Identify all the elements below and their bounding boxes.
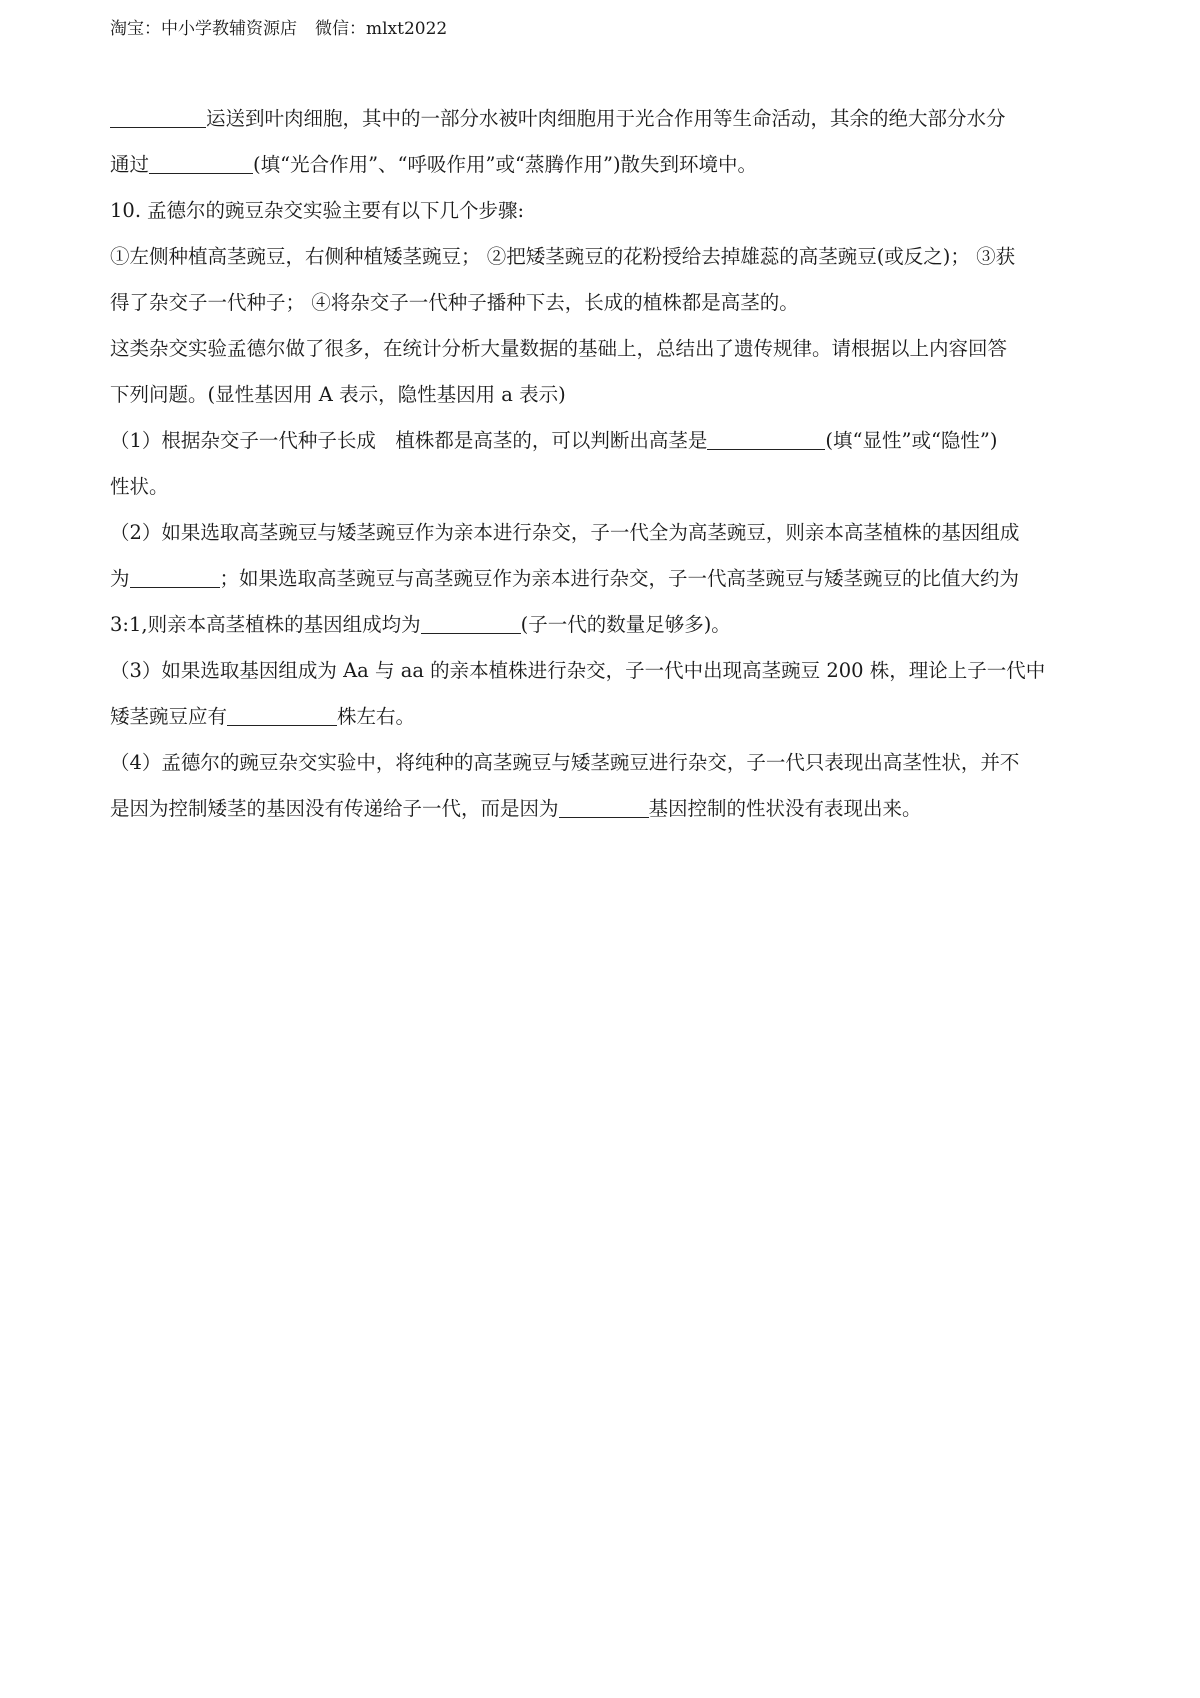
text-segment: （2）如果选取高茎豌豆与矮茎豌豆作为亲本进行杂交，子一代全为高茎豌豆，则亲本高茎植株的基因组成 xyxy=(110,521,1020,544)
text-segment: 通过 xyxy=(110,153,150,176)
answer-blank[interactable] xyxy=(149,153,253,174)
question-title xyxy=(110,188,1100,234)
sub-question-2-cont xyxy=(110,602,1100,648)
answer-blank[interactable] xyxy=(559,797,649,818)
text-segment: 得了杂交子一代种子； ④将杂交子一代种子播种下去，长成的植株都是高茎的。 xyxy=(110,291,799,314)
sub-question-1 xyxy=(110,418,1100,464)
sub-question-3 xyxy=(110,648,1100,694)
text-segment: 株左右。 xyxy=(337,705,416,728)
text-segment: 为 xyxy=(110,567,130,590)
text-segment: （1）根据杂交子一代种子长成 植株都是高茎的，可以判断出高茎是 xyxy=(110,429,708,452)
intro-line xyxy=(110,326,1100,372)
text-segment: (填“光合作用”、“呼吸作用”或“蒸腾作用”)散失到环境中。 xyxy=(253,153,758,176)
wechat-label: 微信：mlxt2022 xyxy=(315,19,448,39)
answer-blank[interactable] xyxy=(110,107,206,128)
text-line xyxy=(110,96,1100,142)
text-segment: 这类杂交实验孟德尔做了很多，在统计分析大量数据的基础上，总结出了遗传规律。请根据以上内容回答 xyxy=(110,337,1008,360)
answer-blank[interactable] xyxy=(421,613,521,634)
text-segment: （4）孟德尔的豌豆杂交实验中，将纯种的高茎豌豆与矮茎豌豆进行杂交，子一代只表现出高茎性状，并不 xyxy=(110,751,1020,774)
text-segment: 3:1,则亲本高茎植株的基因组成均为 xyxy=(110,613,421,636)
sub-question-3-cont xyxy=(110,694,1100,740)
sub-question-4-cont xyxy=(110,786,1100,832)
answer-blank[interactable] xyxy=(707,429,825,450)
text-segment: ；如果选取高茎豌豆与高茎豌豆作为亲本进行杂交，子一代高茎豌豆与矮茎豌豆的比值大约为 xyxy=(219,567,1020,590)
steps-line xyxy=(110,234,1100,280)
sub-question-2-cont xyxy=(110,556,1100,602)
text-segment: 运送到叶肉细胞，其中的一部分水被叶肉细胞用于光合作用等生命活动，其余的绝大部分水分 xyxy=(206,107,1006,130)
sub-question-2 xyxy=(110,510,1100,556)
text-segment: ①左侧种植高茎豌豆，右侧种植矮茎豌豆； ②把矮茎豌豆的花粉授给去掉雄蕊的高茎豌豆(或反之)； ③获 xyxy=(110,245,1016,268)
text-segment: (填“显性”或“隐性”) xyxy=(825,429,998,452)
text-segment: 矮茎豌豆应有 xyxy=(110,705,228,728)
shop-label: 淘宝：中小学教辅资源店 xyxy=(110,19,297,39)
text-segment: 是因为控制矮茎的基因没有传递给子一代，而是因为 xyxy=(110,797,559,820)
sub-question-4 xyxy=(110,740,1100,786)
text-segment: 基因控制的性状没有表现出来。 xyxy=(648,797,922,820)
answer-blank[interactable] xyxy=(227,705,337,726)
intro-line xyxy=(110,372,1100,418)
question-text: 孟德尔的豌豆杂交实验主要有以下几个步骤: xyxy=(147,199,525,222)
document-body xyxy=(110,96,1100,832)
question-number: 10. xyxy=(110,199,142,222)
text-segment: （3）如果选取基因组成为 Aa 与 aa 的亲本植株进行杂交，子一代中出现高茎豌豆 200 株，理论上子一代中 xyxy=(110,659,1046,682)
steps-line xyxy=(110,280,1100,326)
text-segment: (子一代的数量足够多)。 xyxy=(520,613,731,636)
answer-blank[interactable] xyxy=(130,567,220,588)
text-segment: 下列问题。(显性基因用 A 表示，隐性基因用 a 表示) xyxy=(110,383,566,406)
text-line xyxy=(110,142,1100,188)
text-segment: 性状。 xyxy=(110,475,169,498)
sub-question-1-cont xyxy=(110,464,1100,510)
page-header xyxy=(110,18,447,40)
